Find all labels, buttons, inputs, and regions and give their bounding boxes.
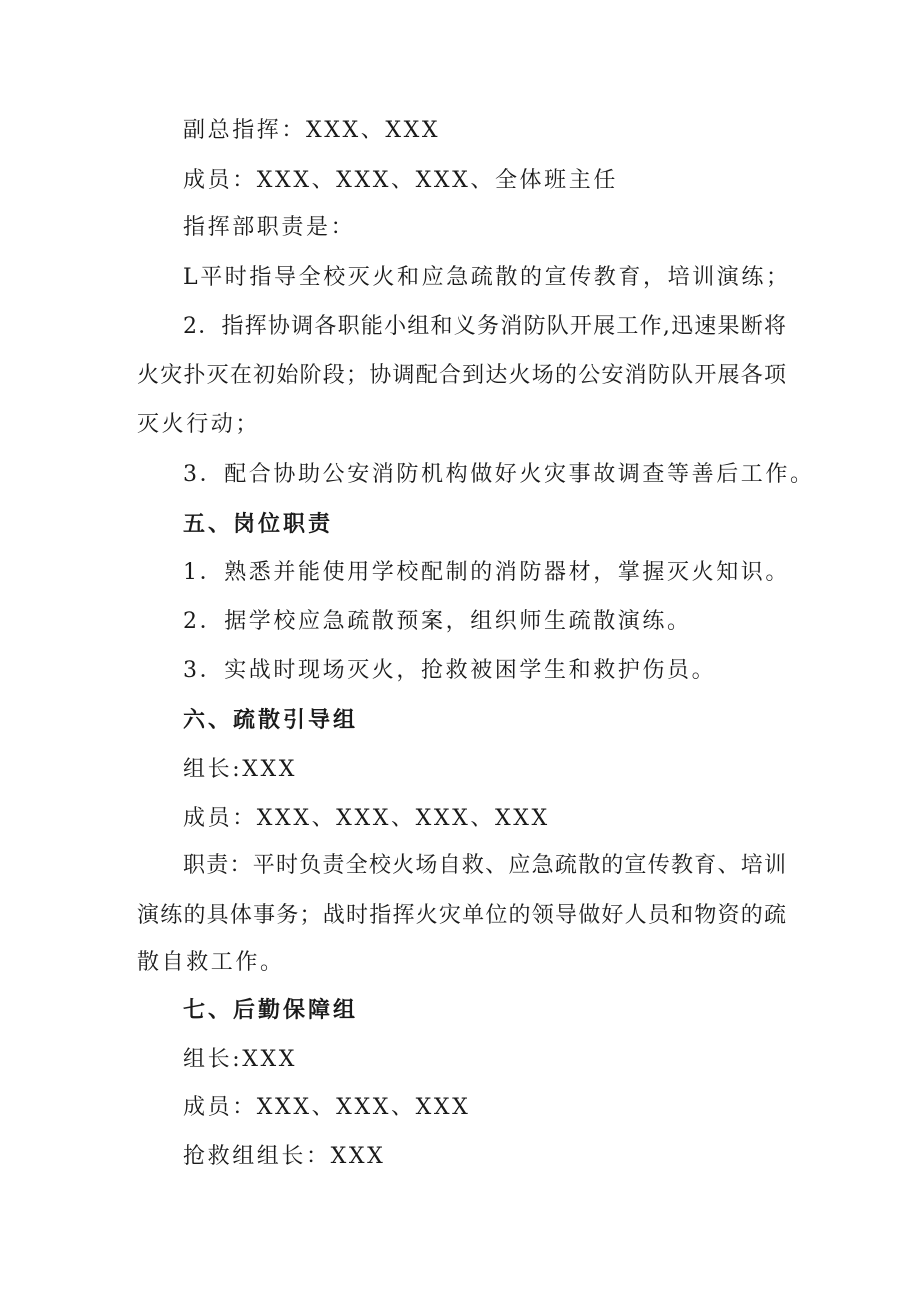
section-heading-post-duties: 五、岗位职责	[183, 512, 334, 537]
hq-duties-label: 指挥部职责是：	[183, 215, 356, 240]
evacuation-leader: 组长:XXX	[183, 757, 297, 782]
evacuation-members: 成员：XXX、XXX、XXX、XXX	[183, 806, 550, 831]
hq-duty-3: 3．配合协助公安消防机构做好火灾事故调查等善后工作。	[183, 462, 815, 487]
evacuation-duty-line-2: 演练的具体事务；战时指挥火灾单位的领导做好人员和物资的疏	[137, 903, 786, 928]
post-duty-item-2: 2．据学校应急疏散预案，组织师生疏散演练。	[183, 609, 692, 634]
hq-duty-2-line-3: 灭火行动；	[137, 412, 261, 437]
logistics-members: 成员：XXX、XXX、XXX	[183, 1095, 471, 1120]
section-heading-logistics: 七、后勤保障组	[183, 998, 359, 1023]
post-duty-item-3: 3．实战时现场灭火，抢救被困学生和救护伤员。	[183, 658, 717, 683]
logistics-leader: 组长:XXX	[183, 1047, 297, 1072]
hq-duty-1: L平时指导全校灭火和应急疏散的宣传教育，培训演练；	[183, 265, 791, 290]
hq-duty-2-line-2: 火灾扑灭在初始阶段；协调配合到达火场的公安消防队开展各项	[137, 363, 786, 388]
post-duty-item-1: 1．熟悉并能使用学校配制的消防器材，掌握灭火知识。	[183, 560, 790, 585]
deputy-commander-line: 副总指挥：XXX、XXX	[183, 118, 441, 143]
rescue-team-leader: 抢救组组长：XXX	[183, 1144, 386, 1169]
hq-duty-2-line-1: 2．指挥协调各职能小组和义务消防队开展工作,迅速果断将	[183, 314, 786, 339]
evacuation-duty-line-3: 散自救工作。	[137, 950, 285, 975]
members-line: 成员：XXX、XXX、XXX、全体班主任	[183, 168, 618, 193]
evacuation-duty-line-1: 职责：平时负责全校火场自救、应急疏散的宣传教育、培训	[183, 853, 786, 878]
section-heading-evacuation: 六、疏散引导组	[183, 708, 359, 733]
